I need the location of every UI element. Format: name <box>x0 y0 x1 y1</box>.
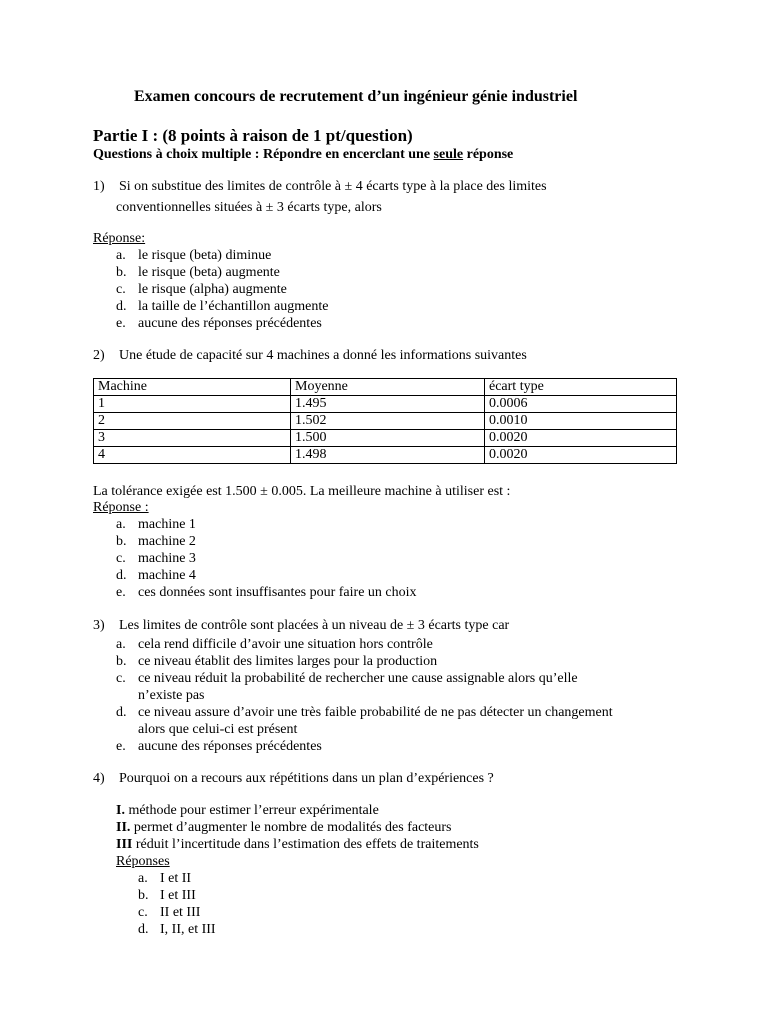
question-text: Pourquoi on a recours aux répétitions dans un plan d’expériences ? <box>119 771 494 786</box>
question-number: 3) <box>93 618 105 633</box>
capability-table <box>93 378 677 464</box>
table-cell: 0.0010 <box>485 413 677 430</box>
statement <box>116 802 379 819</box>
part-heading: Partie I : (8 points à raison de 1 pt/question) <box>93 126 413 145</box>
answer-option[interactable] <box>138 921 216 938</box>
statement <box>116 819 452 836</box>
response-label: Réponses <box>116 854 170 869</box>
question-1 <box>93 178 547 195</box>
table-header-cell: Moyenne <box>291 379 485 396</box>
option-text: ces données sont insuffisantes pour faire un choix <box>138 585 417 600</box>
instructions-prefix: Questions à choix multiple : Répondre en encerclant une <box>93 147 434 162</box>
option-letter: b. <box>116 265 127 280</box>
answer-option[interactable] <box>116 550 196 567</box>
answer-option[interactable] <box>116 584 417 601</box>
option-text: machine 3 <box>138 551 196 566</box>
statement-label: III <box>116 837 133 852</box>
statement-label: II. <box>116 820 131 835</box>
option-letter: c. <box>116 551 126 566</box>
answer-option[interactable] <box>116 247 271 264</box>
option-text: machine 4 <box>138 568 196 583</box>
option-letter: e. <box>116 585 126 600</box>
instructions <box>93 146 513 163</box>
table-header-cell: Machine <box>94 379 291 396</box>
option-text: I et II <box>160 871 192 886</box>
option-letter: c. <box>116 671 126 686</box>
option-text: machine 2 <box>138 534 196 549</box>
table-cell: 1.495 <box>291 396 485 413</box>
table-header-row <box>94 379 677 396</box>
statement-text: permet d’augmenter le nombre de modalités des facteurs <box>130 820 452 835</box>
option-letter: b. <box>116 534 127 549</box>
answer-option[interactable] <box>116 281 287 298</box>
option-text: le risque (beta) augmente <box>138 265 280 280</box>
option-text: le risque (beta) diminue <box>138 248 272 263</box>
option-continuation: alors que celui-ci est présent <box>138 722 298 737</box>
option-text: I et III <box>160 888 196 903</box>
answer-option[interactable] <box>116 516 196 533</box>
table-cell: 0.0020 <box>485 430 677 447</box>
page-title: Examen concours de recrutement d’un ingénieur génie industriel <box>134 88 578 105</box>
statement-label: I. <box>116 803 125 818</box>
table-cell: 1.500 <box>291 430 485 447</box>
option-letter: d. <box>116 568 127 583</box>
table-row <box>94 447 677 464</box>
table-cell: 3 <box>94 430 291 447</box>
option-letter: a. <box>116 637 126 652</box>
option-text: la taille de l’échantillon augmente <box>138 299 329 314</box>
table-row <box>94 413 677 430</box>
answer-option[interactable] <box>138 870 191 887</box>
statement-text: méthode pour estimer l’erreur expérimentale <box>124 803 379 818</box>
answer-option[interactable] <box>116 636 433 653</box>
answer-option[interactable] <box>116 264 280 281</box>
option-text: le risque (alpha) augmente <box>138 282 287 297</box>
instructions-suffix: réponse <box>463 147 514 162</box>
question-4 <box>93 770 494 787</box>
option-letter: a. <box>116 248 126 263</box>
table-cell: 0.0020 <box>485 447 677 464</box>
table-cell: 2 <box>94 413 291 430</box>
option-text: ce niveau réduit la probabilité de rechercher une cause assignable alors qu’elle <box>138 671 578 686</box>
question-text: Si on substitue des limites de contrôle à ± 4 écarts type à la place des limites <box>119 179 547 194</box>
instructions-underlined: seule <box>433 147 464 162</box>
question-1-continued: conventionnelles situées à ± 3 écarts type, alors <box>116 200 382 215</box>
option-text: machine 1 <box>138 517 196 532</box>
question-text: Les limites de contrôle sont placées à un niveau de ± 3 écarts type car <box>119 618 510 633</box>
option-letter: e. <box>116 316 126 331</box>
answer-option[interactable] <box>116 670 578 687</box>
option-letter: a. <box>138 871 148 886</box>
statement-text: réduit l’incertitude dans l’estimation des effets de traitements <box>132 837 479 852</box>
answer-option[interactable] <box>138 887 196 904</box>
response-label: Réponse : <box>93 500 149 515</box>
answer-option[interactable] <box>116 653 437 670</box>
option-letter: e. <box>116 739 126 754</box>
statement <box>116 836 479 853</box>
table-row <box>94 396 677 413</box>
table-cell: 0.0006 <box>485 396 677 413</box>
answer-option[interactable] <box>138 904 200 921</box>
option-text: ce niveau établit des limites larges pour la production <box>138 654 438 669</box>
option-letter: b. <box>138 888 149 903</box>
table-row <box>94 430 677 447</box>
answer-option[interactable] <box>116 315 322 332</box>
answer-option[interactable] <box>116 704 613 721</box>
answer-option[interactable] <box>116 533 196 550</box>
answer-option[interactable] <box>116 298 328 315</box>
question-number: 1) <box>93 179 105 194</box>
option-letter: a. <box>116 517 126 532</box>
option-text: I, II, et III <box>160 922 216 937</box>
option-continuation: n’existe pas <box>138 688 205 703</box>
question-2 <box>93 347 527 364</box>
option-letter: d. <box>116 299 127 314</box>
option-letter: c. <box>116 282 126 297</box>
option-text: II et III <box>160 905 201 920</box>
option-letter: d. <box>138 922 149 937</box>
tolerance-text: La tolérance exigée est 1.500 ± 0.005. La meilleure machine à utiliser est : <box>93 484 511 499</box>
option-text: ce niveau assure d’avoir une très faible probabilité de ne pas détecter un changement <box>138 705 613 720</box>
question-3 <box>93 617 509 634</box>
table-cell: 1 <box>94 396 291 413</box>
table-cell: 4 <box>94 447 291 464</box>
option-text: cela rend difficile d’avoir une situation hors contrôle <box>138 637 433 652</box>
answer-option[interactable] <box>116 738 322 755</box>
option-text: aucune des réponses précédentes <box>138 316 322 331</box>
option-text: aucune des réponses précédentes <box>138 739 322 754</box>
table-cell: 1.498 <box>291 447 485 464</box>
option-letter: b. <box>116 654 127 669</box>
answer-option[interactable] <box>116 567 196 584</box>
table-header-cell: écart type <box>485 379 677 396</box>
option-letter: c. <box>138 905 148 920</box>
question-text: Une étude de capacité sur 4 machines a donné les informations suivantes <box>119 348 527 363</box>
option-letter: d. <box>116 705 127 720</box>
question-number: 4) <box>93 771 105 786</box>
question-number: 2) <box>93 348 105 363</box>
response-label: Réponse: <box>93 231 146 246</box>
table-cell: 1.502 <box>291 413 485 430</box>
